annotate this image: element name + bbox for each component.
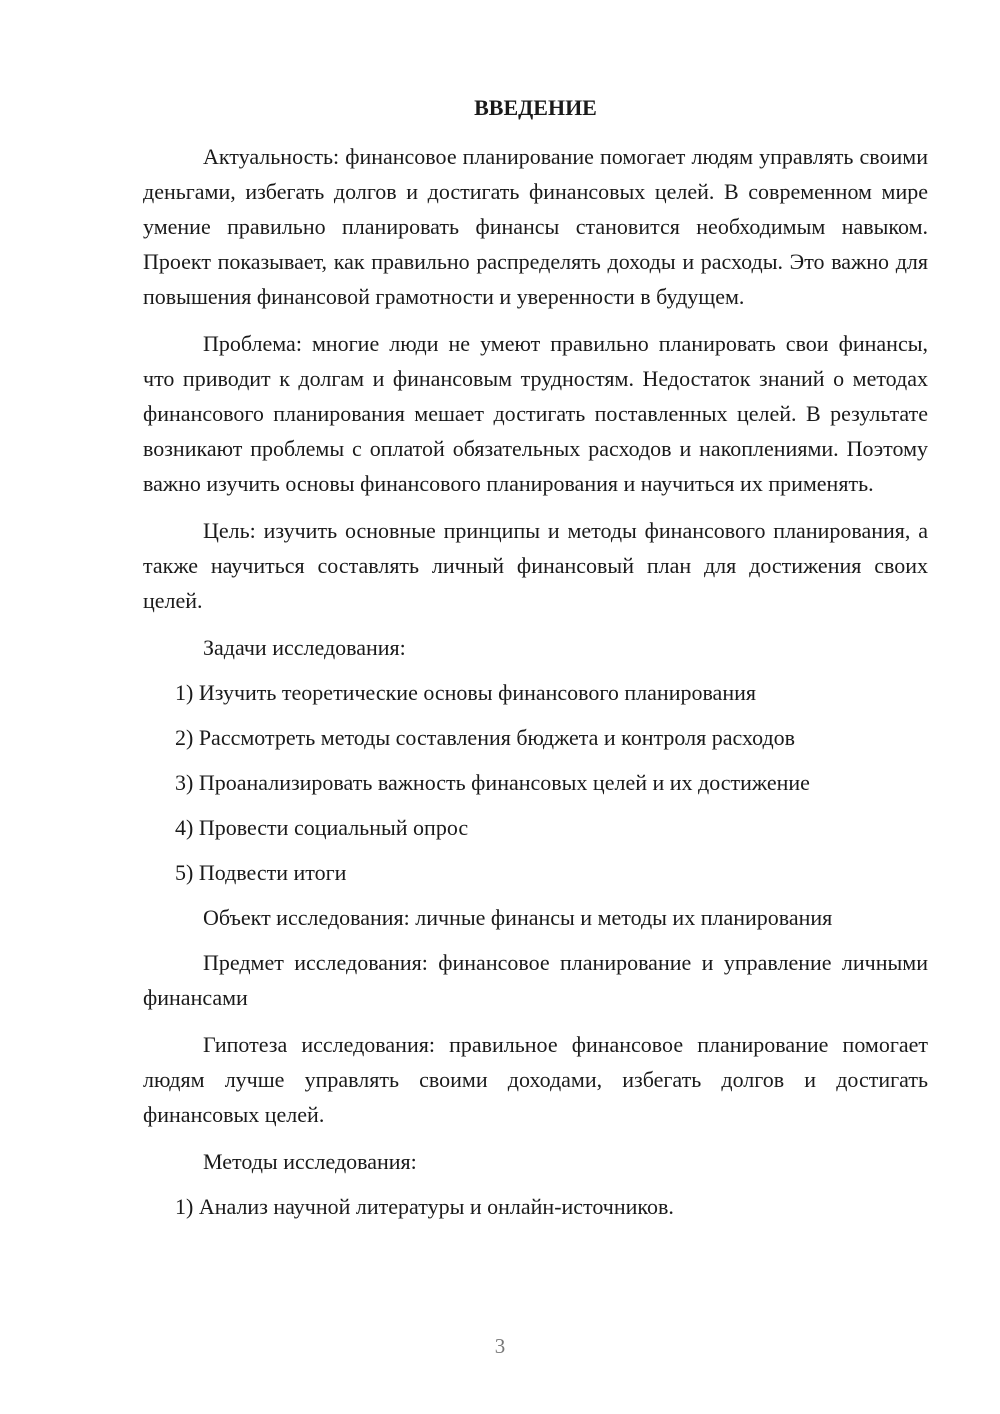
tasks-title: Задачи исследования: — [203, 635, 406, 660]
hypothesis-paragraph: Гипотеза исследования: правильное финансовое планирование помогает людям лучше управлять своими доходами, избегать долгов и достигать финансовых целей. — [143, 1032, 928, 1127]
goal-paragraph: Цель: изучить основные принципы и методы финансового планирования, а также научиться составлять личный финансовый план для достижения своих целей. — [143, 518, 928, 613]
page-number: 3 — [494, 1334, 506, 1358]
method-item: 1) Анализ научной литературы и онлайн-источников. — [175, 1194, 674, 1219]
task-item: 5) Подвести итоги — [175, 860, 347, 885]
problem-paragraph: Проблема: многие люди не умеют правильно планировать свои финансы, что приводит к долгам и финансовым трудностям. Недостаток знаний о методах финансового планирования мешает достигать поставленных целей. В результате возникают проблемы с оплатой обязательных расходов и накоплениями. Поэтому важно изучить основы финансового планирования и научиться их применять. — [143, 331, 928, 496]
task-item: 3) Проанализировать важность финансовых целей и их достижение — [175, 770, 810, 795]
document-page — [143, 90, 928, 1234]
object-line: Объект исследования: личные финансы и методы их планирования — [203, 905, 833, 930]
relevance-paragraph: Актуальность: финансовое планирование помогает людям управлять своими деньгами, избегать долгов и достигать финансовых целей. В современном мире умение правильно планировать финансы становится необходимым навыком. Проект показывает, как правильно распределять доходы и расходы. Это важно для повышения финансовой грамотности и уверенности в будущем. — [143, 144, 928, 309]
task-item: 4) Провести социальный опрос — [175, 815, 469, 840]
methods-title: Методы исследования: — [203, 1149, 417, 1174]
subject-paragraph: Предмет исследования: финансовое планирование и управление личными финансами — [143, 950, 928, 1010]
task-item: 1) Изучить теоретические основы финансового планирования — [175, 680, 756, 705]
task-item: 2) Рассмотреть методы составления бюджета и контроля расходов — [175, 725, 796, 750]
section-heading: ВВЕДЕНИЕ — [474, 95, 597, 120]
